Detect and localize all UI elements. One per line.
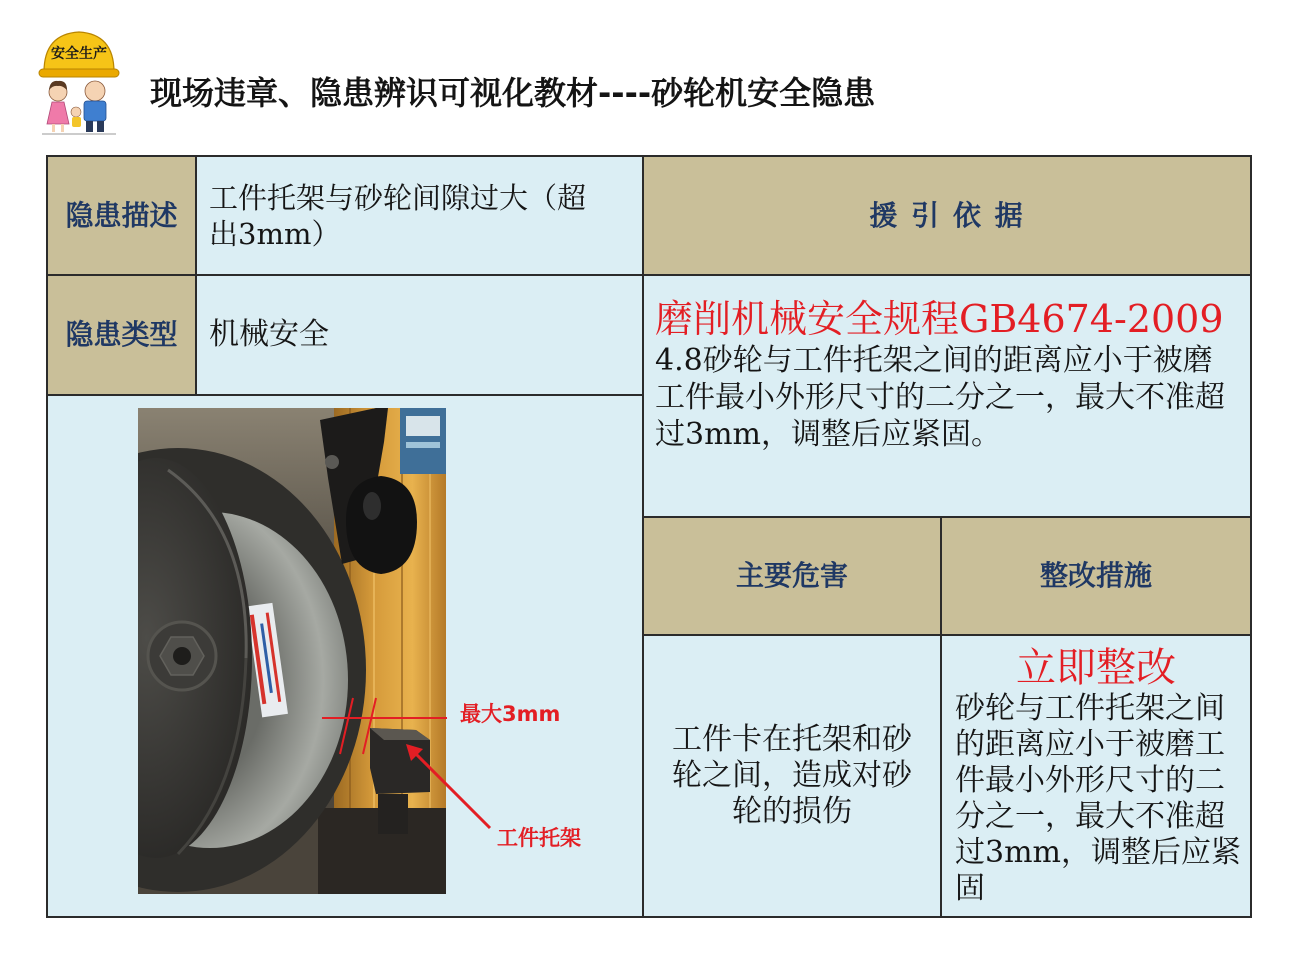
description-value-cell: [195, 155, 644, 276]
type-value: 机械安全: [209, 317, 329, 352]
description-line: 出3mm）: [209, 216, 341, 251]
description-label: 隐患描述: [65, 198, 178, 232]
reference-header-cell: [642, 155, 1252, 276]
clause-line: 4.8砂轮与工件托架之间的距离应小于被磨: [655, 343, 1213, 378]
clause-line: 工件最小外形尺寸的二分之一，最大不准超: [655, 380, 1225, 415]
tool-rest-label: 工件托架: [497, 826, 581, 850]
description-line: 工件托架与砂轮间隙过大（超: [209, 180, 587, 215]
rectification-line: 件最小外形尺寸的二: [955, 763, 1225, 798]
harm-line: 轮之间，造成对砂: [672, 758, 912, 793]
rectification-body-cell: [940, 634, 1252, 918]
gap-label: 最大3mm: [460, 702, 561, 726]
harm-line: 工件卡在托架和砂: [672, 722, 912, 757]
type-label-cell: [46, 274, 197, 396]
standard-title: 磨削机械安全规程GB4674-2009: [655, 297, 1224, 341]
clause-line: 过3mm，调整后应紧固。: [655, 417, 1001, 452]
page-title: 现场违章、隐患辨识可视化教材----砂轮机安全隐患: [150, 74, 876, 112]
logo-text: 安全生产: [51, 46, 107, 62]
harm-header-cell: [642, 516, 942, 636]
rectification-header: 整改措施: [1039, 559, 1152, 592]
gap-tick-wheel: [340, 698, 353, 754]
harm-line: 轮的损伤: [732, 794, 852, 829]
rest-arrow: [414, 752, 490, 828]
rectification-line: 分之一，最大不准超: [955, 799, 1225, 834]
rectification-line: 砂轮与工件托架之间: [955, 691, 1225, 726]
harm-body-cell: [642, 634, 942, 918]
reference-header: 援 引 依 据: [869, 198, 1025, 232]
rectification-header-cell: [940, 516, 1252, 636]
girl-figure: [47, 81, 69, 132]
rectification-action: 立即整改: [1016, 645, 1176, 691]
description-label-cell: [46, 155, 197, 276]
rectification-text: [942, 691, 1250, 907]
rectification-line: 过3mm，调整后应紧: [955, 835, 1241, 870]
type-label: 隐患类型: [65, 318, 178, 351]
harm-header: 主要危害: [735, 559, 848, 592]
wheel-hub: [148, 622, 216, 690]
gap-tick-rest: [363, 698, 376, 754]
child-figure: [71, 107, 81, 127]
rectification-line: 固: [955, 871, 985, 906]
rectification-line: 的距离应小于被磨工: [955, 727, 1225, 762]
safety-helmet-logo: [38, 30, 120, 136]
type-value-cell: [195, 274, 644, 396]
reference-body-cell: [642, 274, 1252, 518]
boy-figure: [84, 81, 106, 132]
work-lamp: [346, 476, 417, 574]
